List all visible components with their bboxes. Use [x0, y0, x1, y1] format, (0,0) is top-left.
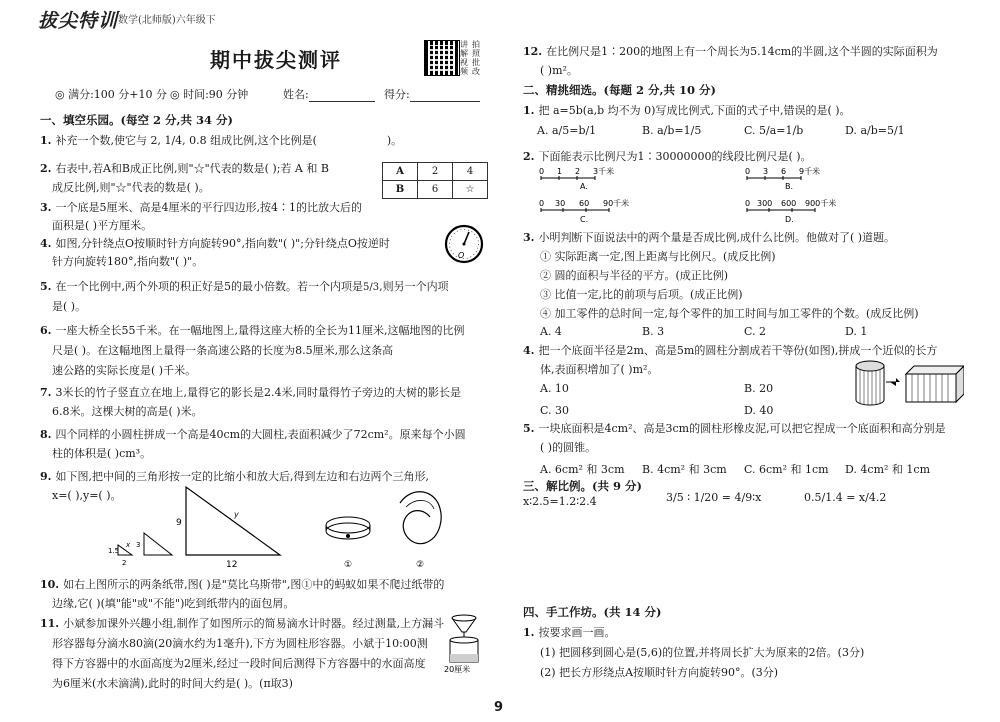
choice-1-option-c[interactable]: C. 5/a=1/b — [744, 124, 804, 137]
svg-text:9千米: 9千米 — [799, 167, 821, 176]
question-8: 8. 四个同样的小圆柱拼成一个高是40cm的大圆柱,表面积减少了72cm²。原来每个小圆 — [40, 428, 466, 441]
large-triangle-y: y — [234, 510, 239, 519]
question-4-line-2: 针方向旋转180°,指向数"( )"。 — [52, 255, 204, 268]
mid-triangle-height: 3 — [136, 541, 141, 549]
choice-4-option-a[interactable]: A. 10 — [540, 382, 569, 395]
section-3-heading: 三、解比例。(共 9 分) — [523, 479, 642, 493]
question-11-line-4: 为6厘米(水未滴满),此时的时间大约是( )。(π取3) — [52, 677, 293, 690]
draw-task-1-part-1: (1) 把圆移到圆心是(5,6)的位置,并将周长扩大为原来的2倍。(3分) — [540, 646, 865, 659]
choice-3-option-c[interactable]: C. 2 — [744, 325, 767, 338]
svg-text:90千米: 90千米 — [603, 199, 630, 208]
choice-3-item-4: ④ 加工零件的总时间一定,每个零件的加工时间与加工零件的个数。(成反比例) — [540, 307, 919, 320]
svg-text:2: 2 — [575, 167, 581, 176]
question-3: 3. 一个底是5厘米、高是4厘米的平行四边形,按4∶1的比放大后的 — [40, 201, 362, 214]
question-7: 7. 3米长的竹子竖直立在地上,量得它的影长是2.4米,同时量得竹子旁边的大树的影长是 — [40, 386, 461, 399]
ring-2-label: ② — [416, 560, 425, 570]
choice-5-option-a[interactable]: A. 6cm² 和 3cm — [540, 463, 625, 476]
choice-3-option-a[interactable]: A. 4 — [540, 325, 562, 338]
svg-text:600: 600 — [781, 199, 797, 208]
svg-text:0: 0 — [745, 199, 751, 208]
choice-1-option-d[interactable]: D. a/b=5/1 — [845, 124, 905, 137]
choice-3-option-d[interactable]: D. 1 — [845, 325, 868, 338]
question-12: 12. 在比例尺是1∶200的地图上有一个周长为5.14cm的半圆,这个半圆的实际面积为 — [523, 45, 938, 58]
small-triangle-x: x — [126, 541, 131, 549]
question-8-line-2: 柱的体积是( )cm³。 — [52, 447, 152, 460]
svg-text:60: 60 — [579, 199, 590, 208]
choice-5-option-b[interactable]: B. 4cm² 和 3cm — [642, 463, 727, 476]
section-1-heading: 一、填空乐园。(每空 2 分,共 34 分) — [40, 113, 233, 127]
scale-c-label: C. — [580, 215, 589, 224]
choice-4-option-c[interactable]: C. 30 — [540, 404, 570, 417]
choice-2: 2. 下面能表示比例尺为1∶30000000的线段比例尺是( )。 — [523, 150, 812, 163]
question-12-line-2: ( )m²。 — [540, 64, 578, 77]
large-triangle-base: 12 — [226, 560, 238, 570]
svg-text:300: 300 — [757, 199, 773, 208]
equation-3: 0.5/1.4 = x/4.2 — [804, 491, 887, 504]
question-9: 9. 如下图,把中间的三角形按一定的比缩小和放大后,得到左边和右边两个三角形, — [40, 470, 429, 483]
draw-task-1-part-2: (2) 把长方形绕点A按顺时针方向旋转90°。(3分) — [540, 666, 779, 679]
clock-figure — [444, 224, 484, 264]
section-2-heading: 二、精挑细选。(每题 2 分,共 10 分) — [523, 83, 716, 97]
question-11-line-3: 得下方容器中的水面高度为2厘米,经过一段时间后测得下方容器中的水面高度 — [52, 657, 426, 670]
time-info: ◎ 时间:90 分钟 — [170, 88, 249, 101]
question-1: 1. 补充一个数,使它与 2, 1/4, 0.8 组成比例,这个比例是( )。 — [40, 134, 403, 147]
equation-2: 3/5 ∶ 1/20 = 4/9∶x — [666, 491, 762, 504]
book-subtitle: 数学(北师版)六年级下 — [118, 15, 216, 26]
scale-a-label: A. — [580, 182, 588, 191]
svg-text:0: 0 — [539, 199, 545, 208]
ring-1-label: ① — [344, 560, 353, 570]
question-7-line-2: 6.8米。这棵大树的高是( )米。 — [52, 405, 203, 418]
qr-code[interactable] — [424, 40, 460, 76]
name-field[interactable]: 姓名: — [283, 86, 375, 102]
question-11-line-2: 形容器每分滴水80滴(20滴水约为1毫升),下方为圆柱形容器。小斌于10:00测 — [52, 637, 428, 650]
score-field[interactable]: 得分: — [384, 86, 480, 102]
water-timer-figure — [440, 612, 488, 674]
svg-text:900千米: 900千米 — [805, 199, 837, 208]
page-title: 期中拔尖测评 — [210, 48, 342, 72]
small-triangle-height: 1.5 — [108, 547, 120, 555]
question-6-line-3: 速公路的实际长度是( )千米。 — [52, 364, 197, 377]
container-width-label: 20厘米 — [444, 665, 471, 674]
question-2-line-2: 成反比例,则"☆"代表的数是( )。 — [52, 181, 210, 194]
scale-bars — [535, 166, 955, 230]
question-11: 11. 小斌参加课外兴趣小组,制作了如图所示的简易滴水计时器。经过测量,上方漏斗 — [40, 617, 445, 630]
cylinder-cuboid-figure — [852, 358, 964, 408]
choice-1-option-a[interactable]: A. a/5=b/1 — [537, 124, 597, 137]
svg-text:30: 30 — [555, 199, 566, 208]
choice-3-item-3: ③ 比值一定,比的前项与后项。(成正比例) — [540, 288, 743, 301]
question-9-line-2: x=( ),y=( )。 — [52, 489, 122, 502]
svg-text:0: 0 — [539, 167, 545, 176]
question-6: 6. 一座大桥全长55千米。在一幅地图上,量得这座大桥的全长为11厘米,这幅地图的比例 — [40, 324, 465, 337]
draw-task-1: 1. 按要求画一画。 — [523, 626, 616, 639]
svg-text:1: 1 — [557, 167, 563, 176]
choice-4: 4. 把一个底面半径是2m、高是5m的圆柱分割成若干等份(如图),拼成一个近似的长方 — [523, 344, 938, 357]
page-number: 9 — [494, 700, 504, 715]
scale-d-label: D. — [785, 215, 794, 224]
section-4-heading: 四、手工作坊。(共 14 分) — [523, 605, 662, 619]
brand-logo: 拔尖特训 — [38, 10, 119, 32]
choice-4-line-2: 体,表面积增加了( )m²。 — [540, 363, 659, 376]
question-10: 10. 如右上图所示的两条纸带,图( )是"莫比乌斯带",图①中的蚂蚁如果不爬过纸带的 — [40, 578, 445, 591]
question-6-line-2: 尺是( )。在这幅地图上量得一条高速公路的长度为8.5厘米,那么这条高 — [52, 344, 394, 357]
qr-caption-right: 拍 照 批 改 — [472, 40, 480, 76]
qr-caption-left: 讲 解 视 频 — [460, 40, 468, 76]
question-3-line-2: 面积是( )平方厘米。 — [52, 219, 153, 232]
question-4: 4. 如图,分针绕点O按顺时针方向旋转90°,指向数"( )";分针绕点O按逆时 — [40, 237, 390, 250]
triangles-figure — [100, 483, 500, 573]
scale-b-label: B. — [785, 182, 794, 191]
question-5: 5. 在一个比例中,两个外项的积正好是5的最小倍数。若一个内项是5/3,则另一个内项 — [40, 280, 449, 293]
large-triangle-height: 9 — [176, 518, 182, 528]
choice-1-option-b[interactable]: B. a/b=1/5 — [642, 124, 702, 137]
choice-5: 5. 一块底面积是4cm²、高是3cm的圆柱形橡皮泥,可以把它捏成一个底面积和高分别是 — [523, 422, 946, 435]
svg-text:O: O — [458, 251, 465, 260]
choice-4-option-b[interactable]: B. 20 — [744, 382, 774, 395]
choice-3-item-1: ① 实际距离一定,图上距离与比例尺。(成反比例) — [540, 250, 776, 263]
svg-text:0: 0 — [745, 167, 751, 176]
small-triangle-base: 2 — [122, 559, 127, 567]
choice-4-option-d[interactable]: D. 40 — [744, 404, 774, 417]
proportion-table: A 2 4 B 6 ☆ — [382, 162, 488, 199]
svg-text:3千米: 3千米 — [593, 167, 615, 176]
svg-text:6: 6 — [781, 167, 787, 176]
choice-3-option-b[interactable]: B. 3 — [642, 325, 665, 338]
choice-3-item-2: ② 圆的面积与半径的平方。(成正比例) — [540, 269, 729, 282]
choice-5-line-2: ( )的圆锥。 — [540, 441, 597, 454]
question-10-line-2: 边缘,它( )(填"能"或"不能")吃到纸带内的面包屑。 — [52, 597, 295, 610]
choice-1: 1. 把 a=5b(a,b 均不为 0)写成比例式,下面的式子中,错误的是( )。 — [523, 104, 851, 117]
equation-1: x∶2.5=1.2∶2.4 — [523, 495, 597, 508]
choice-5-option-c[interactable]: C. 6cm² 和 1cm — [744, 463, 829, 476]
score-info: ◎ 满分:100 分+10 分 — [55, 88, 168, 101]
choice-5-option-d[interactable]: D. 4cm² 和 1cm — [845, 463, 931, 476]
question-5-line-2: 是( )。 — [52, 300, 87, 313]
choice-3: 3. 小明判断下面说法中的两个量是否成比例,成什么比例。他做对了( )道题。 — [523, 231, 896, 244]
question-2: 2. 右表中,若A和B成正比例,则"☆"代表的数是( );若 A 和 B — [40, 162, 329, 175]
svg-text:3: 3 — [763, 167, 769, 176]
